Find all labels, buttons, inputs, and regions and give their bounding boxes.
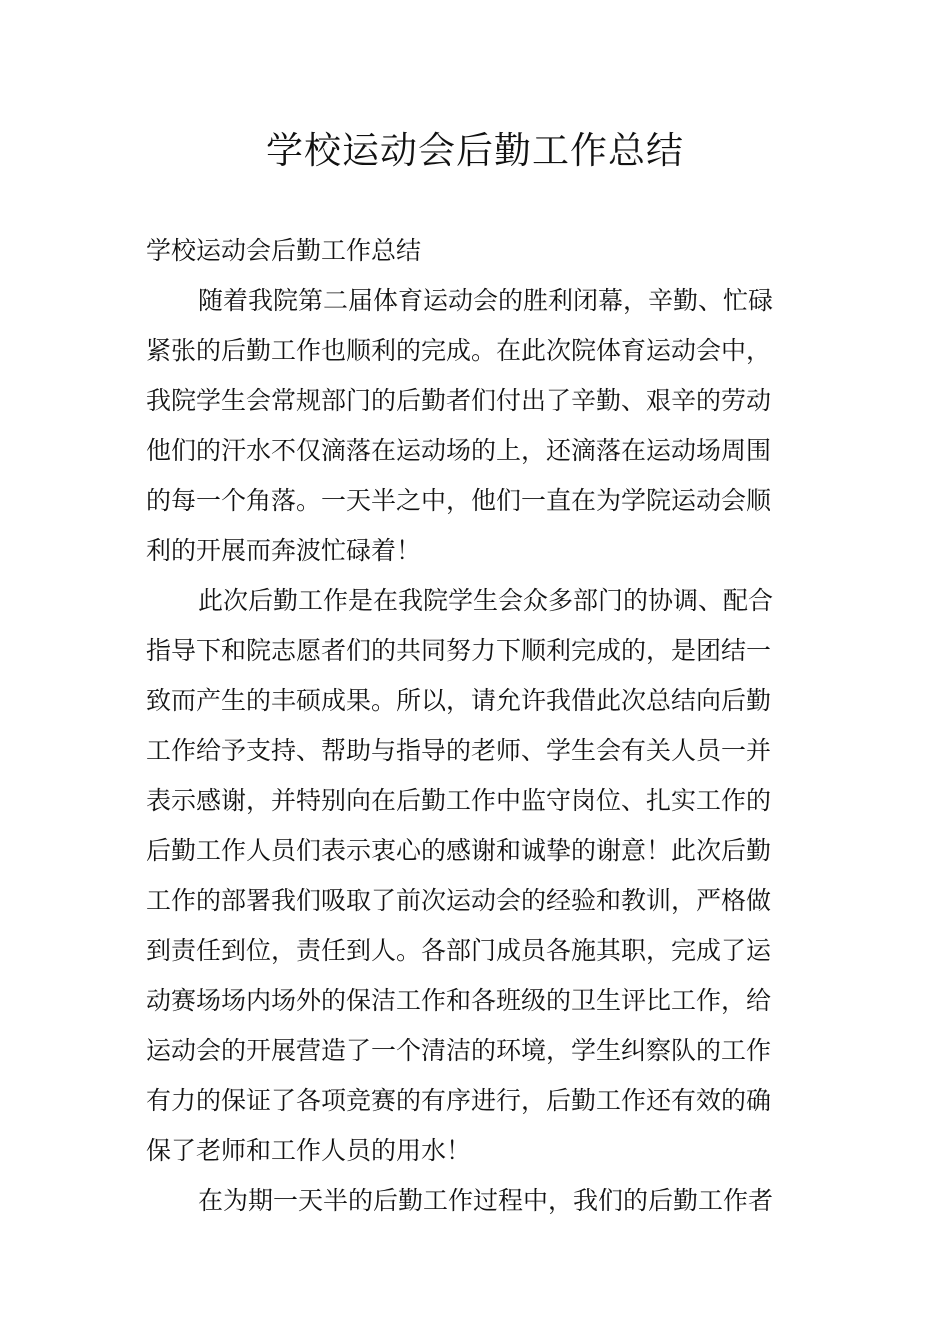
paragraph-line: 此次后勤工作是在我院学生会众多部门的协调、配合 bbox=[198, 586, 774, 615]
paragraph-line: 他们的汗水不仅滴落在运动场的上，还滴落在运动场周围 bbox=[146, 436, 772, 465]
paragraph-line: 有力的保证了各项竞赛的有序进行，后勤工作还有效的确 bbox=[146, 1086, 772, 1115]
paragraph-line: 致而产生的丰硕成果。所以，请允许我借此次总结向后勤 bbox=[146, 686, 772, 715]
paragraph-line: 工作给予支持、帮助与指导的老师、学生会有关人员一并 bbox=[146, 736, 772, 765]
paragraph-2 bbox=[146, 576, 810, 1176]
paragraph-line: 随着我院第二届体育运动会的胜利闭幕，辛勤、忙碌 bbox=[198, 286, 774, 315]
paragraph-line: 运动会的开展营造了一个清洁的环境，学生纠察队的工作 bbox=[146, 1036, 772, 1065]
paragraph-line: 的每一个角落。一天半之中，他们一直在为学院运动会顺 bbox=[146, 486, 772, 515]
document-title: 学校运动会后勤工作总结 bbox=[266, 129, 684, 172]
document-body bbox=[146, 226, 810, 1226]
paragraph-line: 利的开展而奔波忙碌着！ bbox=[146, 536, 422, 565]
paragraph-1 bbox=[146, 276, 810, 576]
paragraph-line: 到责任到位，责任到人。各部门成员各施其职，完成了运 bbox=[146, 936, 772, 965]
document-subtitle: 学校运动会后勤工作总结 bbox=[146, 236, 422, 265]
paragraph-line: 紧张的后勤工作也顺利的完成。在此次院体育运动会中， bbox=[146, 336, 772, 365]
paragraph-line: 我院学生会常规部门的后勤者们付出了辛勤、艰辛的劳动 bbox=[146, 386, 772, 415]
paragraph-line: 在为期一天半的后勤工作过程中，我们的后勤工作者 bbox=[198, 1186, 774, 1215]
paragraph-line: 表示感谢，并特别向在后勤工作中监守岗位、扎实工作的 bbox=[146, 786, 772, 815]
paragraph-line: 保了老师和工作人员的用水！ bbox=[146, 1136, 472, 1165]
paragraph-line: 动赛场场内场外的保洁工作和各班级的卫生评比工作，给 bbox=[146, 986, 772, 1015]
paragraph-line: 后勤工作人员们表示衷心的感谢和诚挚的谢意！此次后勤 bbox=[146, 836, 772, 865]
paragraph-line: 指导下和院志愿者们的共同努力下顺利完成的，是团结一 bbox=[146, 636, 772, 665]
paragraph-3 bbox=[146, 1176, 810, 1226]
paragraph-line: 工作的部署我们吸取了前次运动会的经验和教训，严格做 bbox=[146, 886, 772, 915]
